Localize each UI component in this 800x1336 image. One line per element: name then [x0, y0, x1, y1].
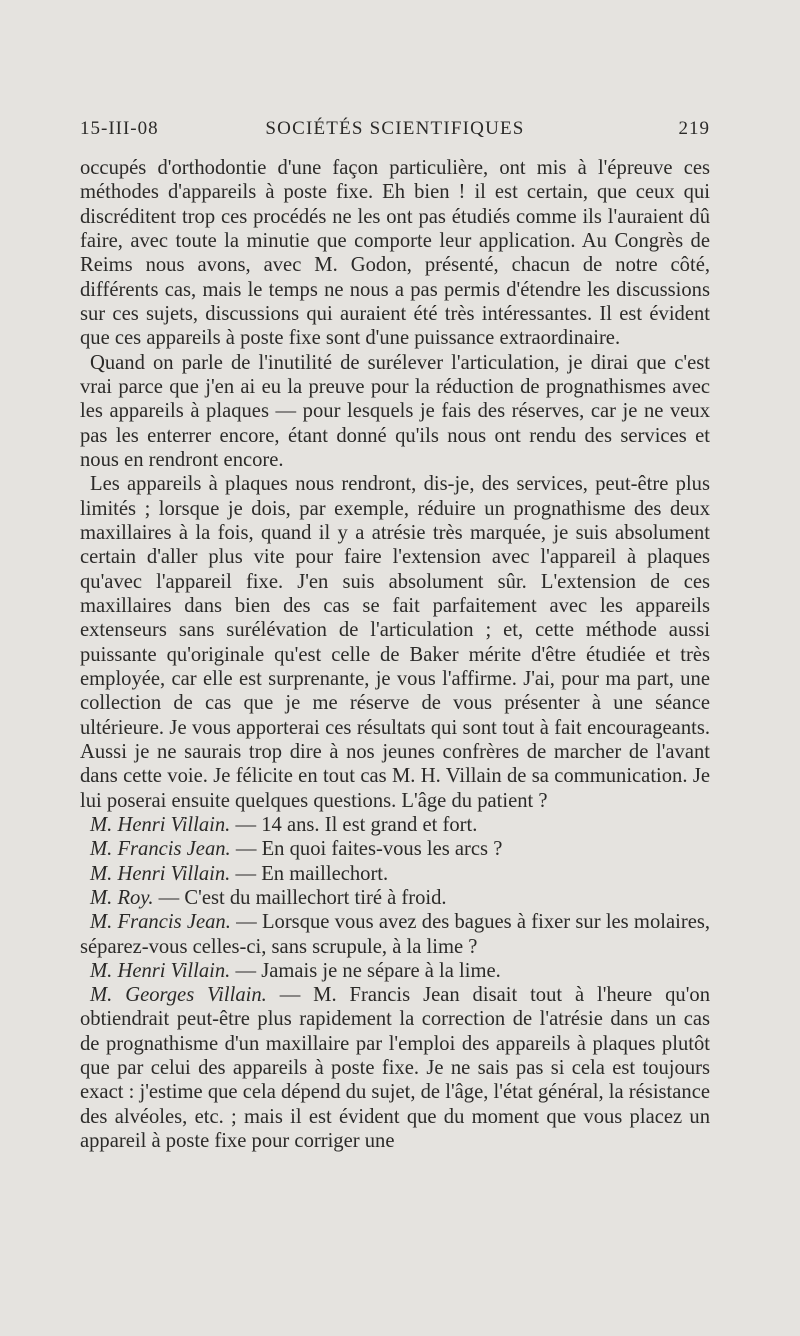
paragraph-3: Les appareils à plaques nous rendront, dis-je, des services, peut-être plus limités ; lorsque je dois, par exemple, réduire un prognathisme des deux maxillaires à la fois, quand il y a atrésie très marquée, je suis absolument certain d'aller plus vite pour faire l'extension avec l'appareil à plaques qu'avec l'appareil fixe. J'en suis absolument sûr. L'extension de ces maxillaires dans bien des cas se fait parfaitement avec les appareils extenseurs sans surélévation de l'articulation ; et, cette méthode aussi puissante qu'originale qu'est celle de Baker mérite d'être étudiée et très employée, car elle est surprenante, je vous l'affirme. J'ai, pour ma part, une collection de cas que je me réserve de vous présenter à une séance ultérieure. Je vous apporterai ces résultats qui sont tout à fait encourageants. Aussi je ne saurais trop dire à nos jeunes confrères de marcher de l'avant dans cette voie. Je félicite en tout cas M. H. Villain de sa communication. Je lui poserai ensuite quelques questions. L'âge du patient ?	[80, 473, 710, 812]
paragraph-2: Quand on parle de l'inutilité de surélever l'articulation, je dirai que c'est vrai parce que j'en ai eu la preuve pour la réduction de prognathismes avec les appareils à plaques — pour lesquels je fais des réserves, car je ne veux pas les enterrer encore, étant donné qu'ils nous ont rendu des services et nous en rendront encore.	[80, 351, 710, 471]
header-title: SOCIÉTÉS SCIENTIFIQUES	[265, 118, 525, 139]
dialogue-line-2	[80, 837, 710, 861]
speaker-name: M. Georges Villain.	[90, 984, 267, 1007]
speaker-name: M. Roy.	[90, 886, 154, 909]
page-number: 219	[678, 118, 710, 139]
dialogue-line-4	[80, 886, 710, 910]
dialogue-line-3	[80, 862, 710, 886]
header-date: 15-III-08	[80, 118, 159, 139]
running-head	[80, 118, 710, 146]
dialogue-text: — En maillechort.	[230, 862, 389, 885]
speaker-name: M. Henri Villain.	[90, 813, 231, 836]
body-text	[80, 156, 710, 1153]
speaker-name: M. Francis Jean.	[90, 838, 231, 861]
paragraph-1: occupés d'orthodontie d'une façon particulière, ont mis à l'épreuve ces méthodes d'appareils à poste fixe. Eh bien ! il est certain, que ceux qui discréditent trop ces procédés ne les ont pas étudiés comme ils l'auraient dû faire, avec toute la minutie que comporte leur application. Au Congrès de Reims nous avons, avec M. Godon, présenté, chacun de notre côté, différents cas, mais le temps ne nous a pas permis d'étendre les discussions sur ces sujets, discussions qui auraient été très intéressantes. Il est évident que ces appareils à poste fixe sont d'une puissance extraordinaire.	[80, 157, 710, 350]
dialogue-text: — C'est du maillechort tiré à froid.	[153, 886, 447, 909]
speaker-name: M. Henri Villain.	[90, 959, 231, 982]
dialogue-text: — Lorsque vous avez des bagues à fixer sur les molaires, séparez-vous celles-ci, sans scrupule, à la lime ?	[80, 911, 710, 958]
dialogue-line-5	[80, 910, 710, 959]
speaker-name: M. Francis Jean.	[90, 911, 231, 934]
dialogue-text: — 14 ans. Il est grand et fort.	[230, 813, 478, 836]
dialogue-text: — En quoi faites-vous les arcs ?	[230, 838, 503, 861]
speaker-name: M. Henri Villain.	[90, 862, 231, 885]
dialogue-text: — M. Francis Jean disait tout à l'heure qu'on obtiendrait peut-être plus rapidement la correction de l'atrésie dans un cas de prognathisme d'un maxillaire par l'emploi des appareils à plaques plutôt que par celui des appareils à poste fixe. Je ne sais pas si cela est toujours exact : j'estime que cela dépend du sujet, de l'âge, l'état général, la résistance des alvéoles, etc. ; mais il est évident que du moment que vous placez un appareil à poste fixe pour corriger une	[80, 984, 710, 1153]
dialogue-line-6	[80, 959, 710, 983]
dialogue-line-7	[80, 983, 710, 1153]
dialogue-text: — Jamais je ne sépare à la lime.	[230, 959, 501, 982]
dialogue-line-1	[80, 813, 710, 837]
